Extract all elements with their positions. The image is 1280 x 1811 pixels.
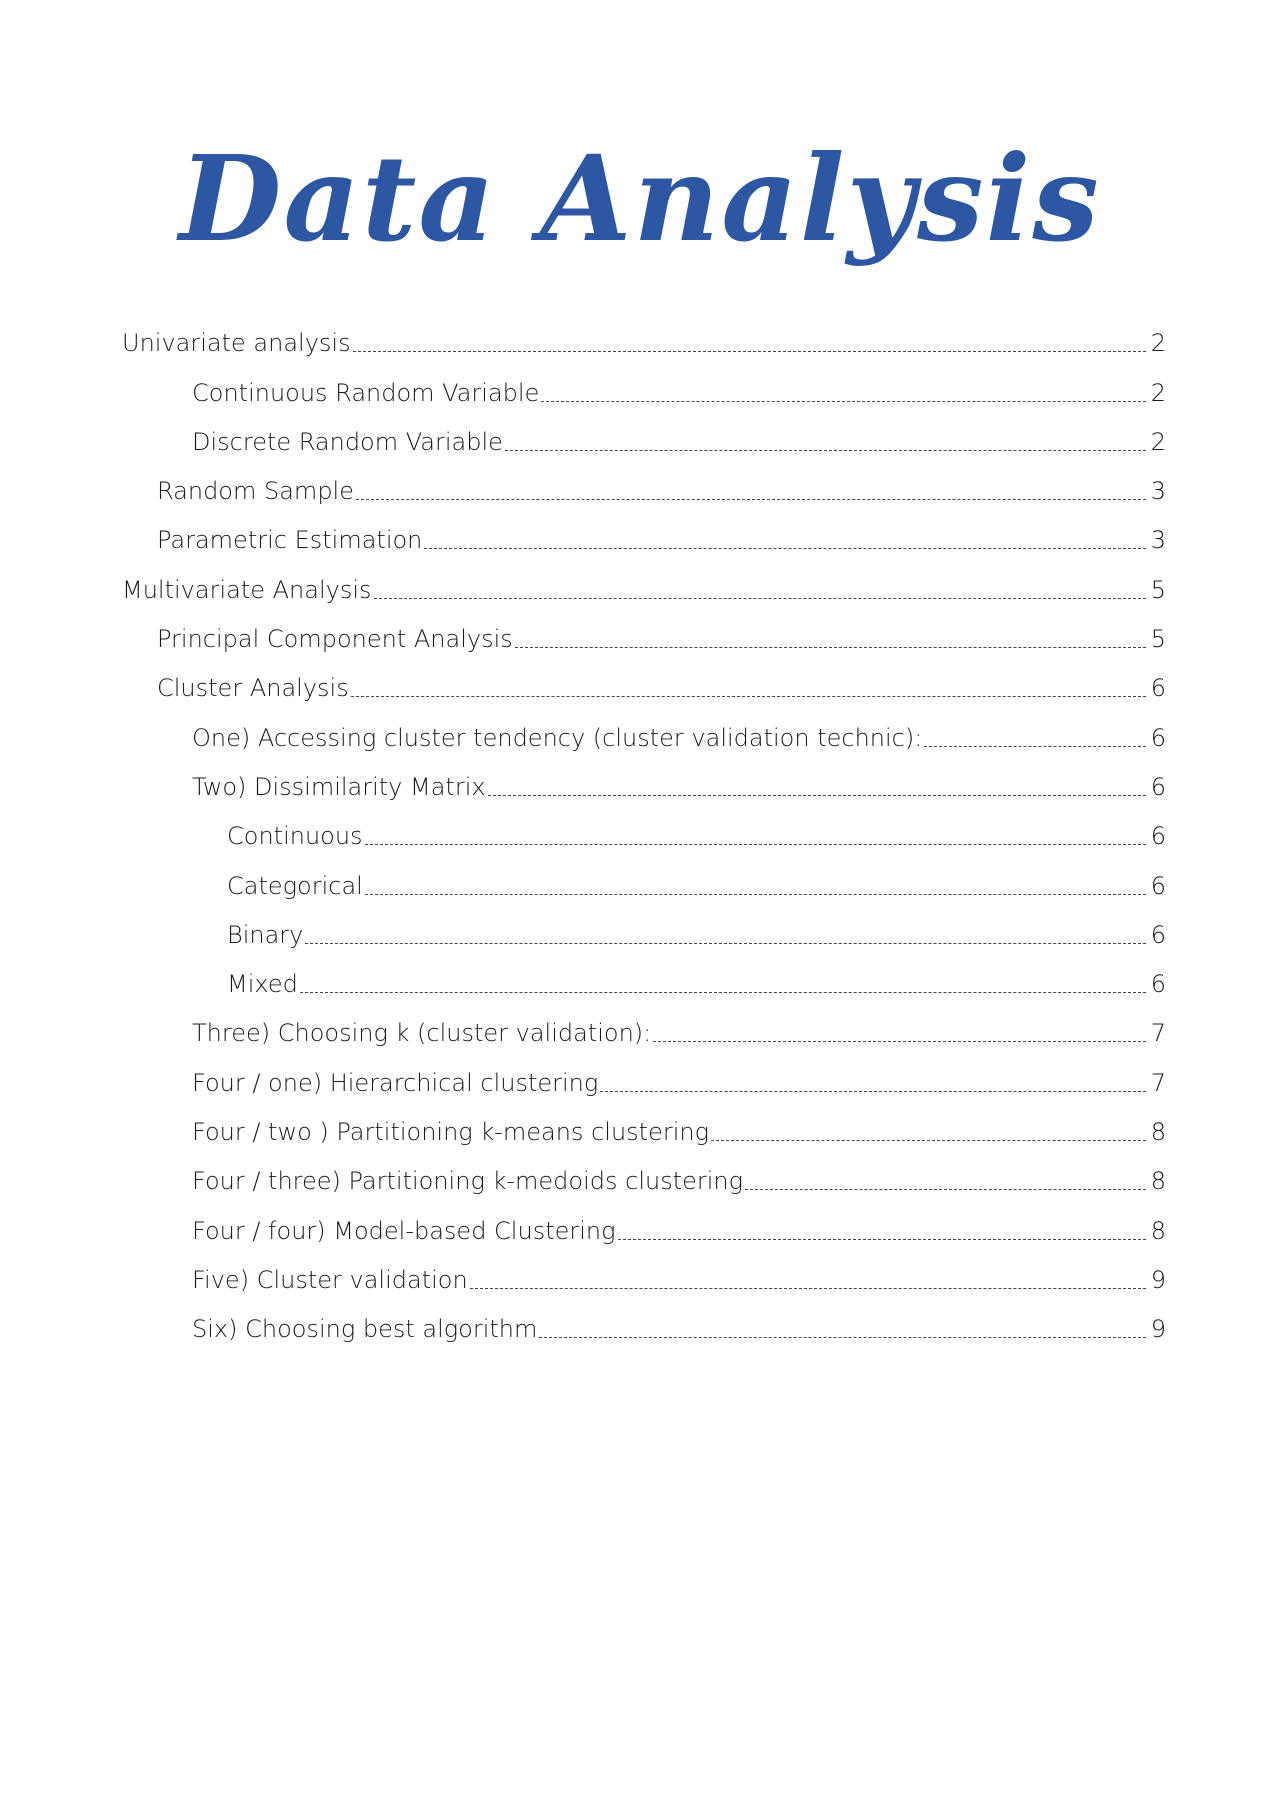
toc-entry[interactable] <box>0 562 1280 611</box>
toc-entry-title: Binary <box>227 920 304 949</box>
toc-entry[interactable] <box>0 612 1280 661</box>
toc-page-number: 6 <box>1150 920 1166 949</box>
toc-entry[interactable] <box>0 1055 1280 1104</box>
toc-leader-dots <box>351 696 1146 697</box>
toc-leader-dots <box>305 943 1146 944</box>
toc-entry[interactable] <box>0 809 1280 858</box>
toc-page-number: 6 <box>1150 822 1166 851</box>
toc-entry-title: Three) Choosing k (cluster validation): <box>192 1019 652 1048</box>
toc-page-number: 2 <box>1150 378 1166 407</box>
toc-entry[interactable] <box>0 365 1280 414</box>
toc-entry[interactable] <box>0 316 1280 365</box>
toc-entry[interactable] <box>0 661 1280 710</box>
toc-page-number: 7 <box>1150 1068 1166 1097</box>
toc-page-number: 6 <box>1150 723 1166 752</box>
toc-entry[interactable] <box>0 908 1280 957</box>
toc-leader-dots <box>539 1337 1146 1338</box>
toc-page-number: 2 <box>1150 427 1166 456</box>
toc-entry[interactable] <box>0 710 1280 759</box>
toc-entry-title: Six) Choosing best algorithm <box>192 1315 538 1344</box>
toc-page-number: 2 <box>1150 329 1166 358</box>
toc-entry-title: Two) Dissimilarity Matrix <box>192 772 486 801</box>
toc-page-number: 6 <box>1150 772 1166 801</box>
toc-leader-dots <box>470 1288 1146 1289</box>
toc-leader-dots <box>424 548 1146 549</box>
toc-leader-dots <box>711 1140 1146 1141</box>
toc-page-number: 6 <box>1150 871 1166 900</box>
toc-page-number: 3 <box>1150 526 1166 555</box>
toc-entry-title: Discrete Random Variable <box>192 427 503 456</box>
toc-leader-dots <box>541 401 1146 402</box>
toc-page-number: 5 <box>1150 575 1166 604</box>
toc-entry-title: One) Accessing cluster tendency (cluster validation technic): <box>192 723 923 752</box>
toc-entry-title: Continuous <box>227 822 363 851</box>
toc-leader-dots <box>300 992 1146 993</box>
toc-leader-dots <box>505 450 1146 451</box>
toc-entry[interactable] <box>0 1253 1280 1302</box>
toc-entry-title: Categorical <box>227 871 363 900</box>
toc-entry[interactable] <box>0 1105 1280 1154</box>
toc-page-number: 8 <box>1150 1216 1166 1245</box>
toc-leader-dots <box>653 1041 1146 1042</box>
toc-leader-dots <box>365 844 1146 845</box>
toc-entry[interactable] <box>0 464 1280 513</box>
toc-page-number: 9 <box>1150 1265 1166 1294</box>
toc-entry-title: Univariate analysis <box>122 329 351 358</box>
toc-entry-title: Cluster Analysis <box>157 674 349 703</box>
toc-page-number: 6 <box>1150 970 1166 999</box>
toc-entry[interactable] <box>0 1203 1280 1252</box>
toc-leader-dots <box>365 894 1146 895</box>
toc-entry-title: Four / one) Hierarchical clustering <box>192 1068 599 1097</box>
toc-leader-dots <box>353 351 1146 352</box>
toc-entry-title: Four / two ) Partitioning k-means clustering <box>192 1118 709 1147</box>
toc-entry[interactable] <box>0 1006 1280 1055</box>
toc-leader-dots <box>745 1189 1146 1190</box>
toc-entry[interactable] <box>0 1302 1280 1351</box>
toc-leader-dots <box>356 499 1146 500</box>
toc-entry-title: Parametric Estimation <box>157 526 423 555</box>
toc-entry[interactable] <box>0 957 1280 1006</box>
toc-entry[interactable] <box>0 760 1280 809</box>
toc-entry-title: Principal Component Analysis <box>157 625 513 654</box>
toc-page-number: 7 <box>1150 1019 1166 1048</box>
toc-entry-title: Five) Cluster validation <box>192 1265 468 1294</box>
toc-entry-title: Mixed <box>227 970 298 999</box>
toc-leader-dots <box>488 795 1146 796</box>
toc-entry-title: Multivariate Analysis <box>122 575 372 604</box>
toc-page-number: 3 <box>1150 477 1166 506</box>
toc-entry-title: Four / four) Model-based Clustering <box>192 1216 616 1245</box>
toc-page-number: 8 <box>1150 1167 1166 1196</box>
toc-page-number: 8 <box>1150 1118 1166 1147</box>
toc-entry[interactable] <box>0 415 1280 464</box>
toc-entry-title: Four / three) Partitioning k-medoids clustering <box>192 1167 744 1196</box>
toc-entry-title: Random Sample <box>157 477 354 506</box>
toc-page-number: 5 <box>1150 625 1166 654</box>
toc-entry[interactable] <box>0 858 1280 907</box>
toc-leader-dots <box>924 746 1146 747</box>
toc-leader-dots <box>600 1091 1146 1092</box>
toc-entry[interactable] <box>0 1154 1280 1203</box>
document-title: Data Analysis <box>179 129 1101 268</box>
table-of-contents <box>0 316 1280 1351</box>
toc-page-number: 9 <box>1150 1315 1166 1344</box>
toc-leader-dots <box>618 1239 1146 1240</box>
toc-leader-dots <box>515 647 1146 648</box>
toc-leader-dots <box>374 598 1146 599</box>
toc-entry[interactable] <box>0 513 1280 562</box>
toc-entry-title: Continuous Random Variable <box>192 378 540 407</box>
toc-page-number: 6 <box>1150 674 1166 703</box>
